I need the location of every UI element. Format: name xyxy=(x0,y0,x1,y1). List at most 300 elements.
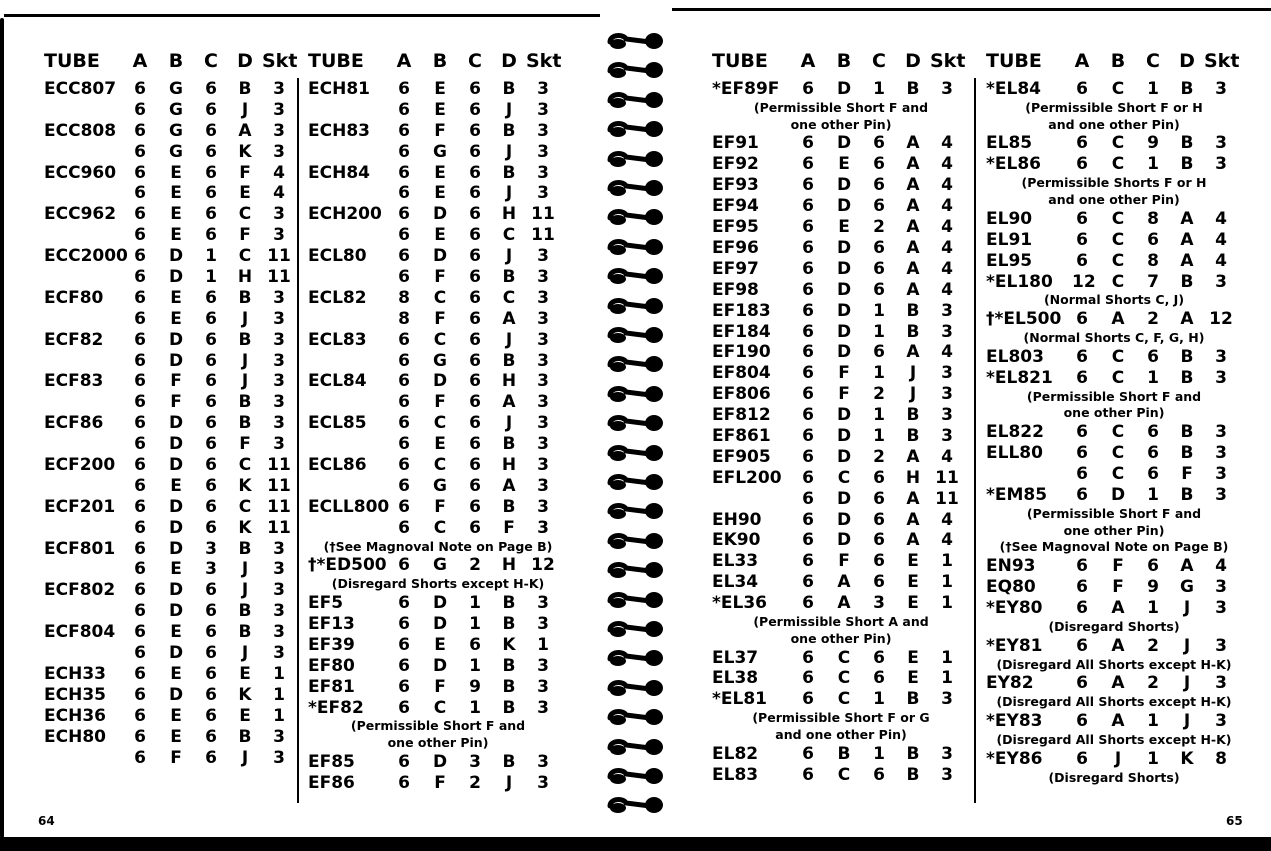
cell-skt: 3 xyxy=(273,392,285,413)
cell-b: D xyxy=(432,204,448,225)
note-line: (Normal Shorts C, J) xyxy=(1043,292,1185,308)
table-row xyxy=(712,342,970,363)
tube-name-cell: EL822 xyxy=(986,422,1044,443)
note-text xyxy=(986,389,1242,423)
tube-name-cell: ECL86 xyxy=(308,455,367,476)
cell-d: H xyxy=(501,204,517,225)
spiral-binding xyxy=(600,24,672,824)
cell-c: 1 xyxy=(469,613,481,634)
cell-c: 1 xyxy=(1147,748,1159,769)
cell-a: 6 xyxy=(802,593,814,614)
cell-d: B xyxy=(1180,443,1194,464)
cell-d: A xyxy=(906,237,920,258)
table-row xyxy=(986,598,1242,619)
cell-skt: 4 xyxy=(941,279,953,300)
note-line: and one other Pin) xyxy=(1048,116,1180,132)
tube-name-cell: ECH84 xyxy=(308,162,370,183)
cell-b: E xyxy=(838,154,850,175)
table-row xyxy=(308,142,568,163)
tube-name-cell: *EL86 xyxy=(986,154,1041,175)
cell-skt: 3 xyxy=(537,392,549,413)
cell-b: D xyxy=(168,496,184,517)
cell-a: 6 xyxy=(398,455,410,476)
cell-c: 1 xyxy=(1147,367,1159,388)
cell-b: B xyxy=(837,743,851,764)
table-row xyxy=(44,413,294,434)
cell-skt: 3 xyxy=(537,308,549,329)
cell-b: E xyxy=(170,622,182,643)
cell-c: 6 xyxy=(873,258,885,279)
cell-a: 6 xyxy=(1076,577,1088,598)
cell-d: J xyxy=(505,99,513,120)
table-row xyxy=(44,121,294,142)
cell-d: B xyxy=(906,405,920,426)
cell-skt: 3 xyxy=(1215,464,1227,485)
cell-d: H xyxy=(501,371,517,392)
cell-c: 3 xyxy=(205,538,217,559)
cell-skt: 11 xyxy=(267,267,291,288)
table-row xyxy=(712,468,970,489)
tube-name-cell: ECH81 xyxy=(308,79,370,99)
cell-b: C xyxy=(1111,250,1125,271)
table-row xyxy=(986,309,1242,330)
cell-skt: 4 xyxy=(941,342,953,363)
cell-d: B xyxy=(502,613,516,634)
header-skt: Skt xyxy=(930,50,966,72)
cell-d: F xyxy=(239,225,251,246)
table-row xyxy=(308,698,568,719)
cell-a: 6 xyxy=(398,141,410,162)
cell-a: 6 xyxy=(1076,422,1088,443)
cell-a: 6 xyxy=(398,634,410,655)
table-row xyxy=(44,539,294,560)
spiral-coil xyxy=(606,530,666,550)
cell-a: 6 xyxy=(802,279,814,300)
cell-c: 6 xyxy=(205,204,217,225)
cell-c: 2 xyxy=(1147,309,1159,330)
tube-name-cell: EF98 xyxy=(712,279,759,300)
cell-d: C xyxy=(238,496,252,517)
cell-b: D xyxy=(168,684,184,705)
note-line: (Normal Shorts C, F, G, H) xyxy=(1023,330,1205,346)
header-b: B xyxy=(836,50,852,72)
cell-b: G xyxy=(169,99,183,120)
tube-name-cell: *EF89F xyxy=(712,79,780,99)
cell-a: 6 xyxy=(134,141,146,162)
spiral-coil xyxy=(606,442,666,462)
cell-c: 1 xyxy=(873,300,885,321)
page-number-right: 65 xyxy=(1226,814,1243,828)
tube-name-cell: EF183 xyxy=(712,300,771,321)
tube-name-cell: EF13 xyxy=(308,613,355,634)
cell-b: D xyxy=(432,246,448,267)
cell-skt: 11 xyxy=(935,467,959,488)
spiral-coil xyxy=(606,236,666,256)
cell-a: 6 xyxy=(134,684,146,705)
cell-d: A xyxy=(1180,208,1194,229)
cell-a: 6 xyxy=(1076,484,1088,505)
table-row xyxy=(986,251,1242,272)
tube-name-cell: ECF802 xyxy=(44,580,116,601)
cell-a: 6 xyxy=(134,559,146,580)
cell-b: D xyxy=(432,371,448,392)
cell-skt: 3 xyxy=(1215,133,1227,154)
cell-skt: 3 xyxy=(273,580,285,601)
cell-a: 6 xyxy=(1076,309,1088,330)
cell-d: B xyxy=(502,162,516,183)
cell-a: 6 xyxy=(802,321,814,342)
cell-d: J xyxy=(241,747,249,768)
cell-d: E xyxy=(239,663,251,684)
cell-a: 6 xyxy=(398,120,410,141)
table-row xyxy=(44,309,294,330)
cell-d: A xyxy=(238,120,252,141)
cell-c: 9 xyxy=(1147,577,1159,598)
cell-c: 6 xyxy=(205,684,217,705)
table-header xyxy=(986,50,1242,76)
cell-d: C xyxy=(502,225,516,246)
cell-skt: 11 xyxy=(935,488,959,509)
table-body xyxy=(712,79,970,786)
tube-name-cell: EF86 xyxy=(308,772,355,793)
header-a: A xyxy=(800,50,816,72)
cell-b: C xyxy=(837,689,851,710)
table-row xyxy=(44,246,294,267)
tube-name-cell: EF5 xyxy=(308,593,344,614)
cell-skt: 3 xyxy=(537,434,549,455)
cell-c: 6 xyxy=(469,99,481,120)
table-row xyxy=(308,246,568,267)
cell-d: B xyxy=(238,413,252,434)
cell-b: D xyxy=(168,434,184,455)
table-row xyxy=(308,476,568,497)
cell-a: 6 xyxy=(134,622,146,643)
cell-a: 6 xyxy=(398,676,410,697)
tube-name-cell: EK90 xyxy=(712,530,761,551)
table-row xyxy=(308,392,568,413)
cell-d: F xyxy=(239,162,251,183)
cell-c: 6 xyxy=(469,120,481,141)
table-row xyxy=(308,518,568,539)
table-row xyxy=(308,413,568,434)
cell-c: 6 xyxy=(873,647,885,668)
cell-b: A xyxy=(1111,598,1125,619)
cell-d: J xyxy=(505,141,513,162)
table-row xyxy=(44,748,294,769)
cell-a: 6 xyxy=(134,517,146,538)
cell-c: 6 xyxy=(469,329,481,350)
cell-c: 6 xyxy=(205,455,217,476)
cell-a: 6 xyxy=(134,183,146,204)
spiral-coil xyxy=(606,353,666,373)
cell-a: 6 xyxy=(134,99,146,120)
cell-skt: 3 xyxy=(1215,673,1227,694)
cell-d: J xyxy=(909,384,917,405)
cell-c: 6 xyxy=(469,634,481,655)
tube-name-cell: *EY80 xyxy=(986,598,1043,619)
tube-name-cell: *EY86 xyxy=(986,748,1043,769)
cell-skt: 1 xyxy=(941,572,953,593)
cell-d: J xyxy=(505,329,513,350)
cell-d: B xyxy=(502,676,516,697)
cell-c: 6 xyxy=(873,342,885,363)
table-row xyxy=(986,711,1242,732)
cell-a: 6 xyxy=(398,79,410,99)
cell-a: 6 xyxy=(398,267,410,288)
cell-a: 6 xyxy=(802,446,814,467)
cell-skt: 4 xyxy=(941,530,953,551)
cell-c: 9 xyxy=(1147,133,1159,154)
cell-b: E xyxy=(434,79,446,99)
table-header xyxy=(308,50,568,76)
cell-skt: 11 xyxy=(531,204,555,225)
cell-b: F xyxy=(838,551,850,572)
table-row xyxy=(44,225,294,246)
cell-d: J xyxy=(505,183,513,204)
header-a: A xyxy=(396,50,412,72)
cell-skt: 3 xyxy=(273,559,285,580)
tube-name-cell: ECH33 xyxy=(44,663,106,684)
cell-d: B xyxy=(1180,346,1194,367)
table-row xyxy=(986,673,1242,694)
cell-skt: 3 xyxy=(941,384,953,405)
table-row xyxy=(712,259,970,280)
cell-b: D xyxy=(836,79,852,99)
table-row xyxy=(986,272,1242,293)
cell-skt: 3 xyxy=(537,162,549,183)
note-line: (Disregard Shorts) xyxy=(1048,618,1180,634)
cell-d: K xyxy=(1180,748,1194,769)
tube-name-cell: EF190 xyxy=(712,342,771,363)
tube-name-cell: ECL85 xyxy=(308,413,367,434)
cell-skt: 3 xyxy=(537,593,549,614)
tube-name-cell: *EL81 xyxy=(712,689,767,710)
note-text xyxy=(986,770,1242,787)
header-tube: TUBE xyxy=(308,50,364,72)
table-row xyxy=(44,142,294,163)
tube-name-cell: EL83 xyxy=(712,764,759,785)
cell-b: D xyxy=(836,237,852,258)
spiral-coil xyxy=(606,677,666,697)
cell-skt: 3 xyxy=(941,405,953,426)
cell-d: A xyxy=(906,258,920,279)
cell-b: C xyxy=(1111,229,1125,250)
cell-d: A xyxy=(906,175,920,196)
cell-d: B xyxy=(1180,154,1194,175)
table-row xyxy=(308,163,568,184)
cell-b: D xyxy=(836,133,852,154)
cell-skt: 4 xyxy=(1215,556,1227,577)
table-row xyxy=(44,727,294,748)
cell-a: 6 xyxy=(802,79,814,99)
spiral-coil xyxy=(606,295,666,315)
cell-c: 1 xyxy=(873,405,885,426)
cell-d: K xyxy=(238,475,252,496)
cell-c: 1 xyxy=(205,246,217,267)
cell-c: 8 xyxy=(1147,250,1159,271)
table-row xyxy=(44,622,294,643)
tube-name-cell: EF861 xyxy=(712,425,771,446)
table-header xyxy=(44,50,298,76)
table-row xyxy=(308,614,568,635)
cell-skt: 3 xyxy=(1215,635,1227,656)
spiral-coil xyxy=(606,206,666,226)
note-text xyxy=(712,710,970,744)
cell-d: A xyxy=(502,475,516,496)
cell-skt: 3 xyxy=(537,246,549,267)
cell-b: E xyxy=(170,559,182,580)
cell-b: E xyxy=(170,663,182,684)
table-row xyxy=(44,559,294,580)
cell-c: 6 xyxy=(469,287,481,308)
cell-c: 1 xyxy=(873,689,885,710)
cell-d: A xyxy=(906,217,920,238)
table-row xyxy=(308,635,568,656)
tube-name-cell: EL85 xyxy=(986,133,1033,154)
cell-skt: 3 xyxy=(273,726,285,747)
table-row xyxy=(986,79,1242,100)
table-row xyxy=(986,347,1242,368)
cell-skt: 3 xyxy=(537,475,549,496)
cell-skt: 3 xyxy=(537,496,549,517)
cell-a: 6 xyxy=(398,772,410,793)
cell-c: 1 xyxy=(469,697,481,718)
cell-c: 1 xyxy=(873,425,885,446)
tube-name-cell: ECF200 xyxy=(44,455,116,476)
tube-name-cell: ECH36 xyxy=(44,705,106,726)
table-row xyxy=(308,204,568,225)
header-c: C xyxy=(204,50,218,72)
cell-a: 6 xyxy=(398,204,410,225)
cell-d: B xyxy=(906,79,920,99)
spiral-coil xyxy=(606,89,666,109)
cell-a: 6 xyxy=(802,133,814,154)
cell-b: C xyxy=(1111,133,1125,154)
right-page xyxy=(690,0,1271,851)
tube-name-cell: EF97 xyxy=(712,258,759,279)
cell-a: 6 xyxy=(134,580,146,601)
cell-c: 6 xyxy=(205,120,217,141)
cell-skt: 3 xyxy=(537,752,549,773)
tube-name-cell: EL33 xyxy=(712,551,759,572)
cell-a: 6 xyxy=(802,425,814,446)
tube-name-cell: EF80 xyxy=(308,655,355,676)
table-row xyxy=(986,368,1242,389)
cell-c: 3 xyxy=(205,559,217,580)
cell-c: 6 xyxy=(469,141,481,162)
cell-d: H xyxy=(237,267,253,288)
table-row xyxy=(712,426,970,447)
cell-d: C xyxy=(238,455,252,476)
cell-b: F xyxy=(434,392,446,413)
cell-skt: 11 xyxy=(267,496,291,517)
spiral-coil xyxy=(606,30,666,50)
cell-c: 6 xyxy=(873,237,885,258)
cell-d: J xyxy=(1183,635,1191,656)
cell-skt: 3 xyxy=(1215,484,1227,505)
cell-b: F xyxy=(434,120,446,141)
cell-b: F xyxy=(170,371,182,392)
cell-skt: 4 xyxy=(941,175,953,196)
cell-b: D xyxy=(836,321,852,342)
cell-c: 6 xyxy=(873,488,885,509)
table-row xyxy=(44,601,294,622)
cell-a: 6 xyxy=(802,217,814,238)
cell-a: 6 xyxy=(1076,367,1088,388)
cell-a: 6 xyxy=(134,350,146,371)
cell-c: 6 xyxy=(469,392,481,413)
spiral-coil xyxy=(606,265,666,285)
header-tube: TUBE xyxy=(986,50,1042,72)
tube-name-cell: *EM85 xyxy=(986,484,1048,505)
table-row xyxy=(712,154,970,175)
cell-a: 6 xyxy=(802,300,814,321)
cell-c: 1 xyxy=(873,79,885,99)
tube-name-cell: ECH35 xyxy=(44,684,106,705)
cell-d: B xyxy=(238,287,252,308)
table-row xyxy=(712,551,970,572)
cell-c: 2 xyxy=(873,446,885,467)
cell-c: 2 xyxy=(1147,673,1159,694)
cell-skt: 3 xyxy=(537,99,549,120)
tube-name-cell: EN93 xyxy=(986,556,1036,577)
table-body xyxy=(986,79,1242,786)
cell-a: 6 xyxy=(1076,443,1088,464)
cell-a: 6 xyxy=(398,329,410,350)
note-line: (Permissible Short F and xyxy=(1026,505,1202,521)
cell-c: 6 xyxy=(205,747,217,768)
cell-b: D xyxy=(168,538,184,559)
tube-name-cell: ECLL800 xyxy=(308,496,390,517)
cell-d: F xyxy=(239,434,251,455)
cell-d: A xyxy=(906,509,920,530)
note-line: one other Pin) xyxy=(790,630,892,646)
cell-a: 6 xyxy=(134,538,146,559)
cell-c: 6 xyxy=(205,392,217,413)
header-d: D xyxy=(1179,50,1195,72)
cell-a: 6 xyxy=(398,752,410,773)
cell-d: B xyxy=(238,601,252,622)
table-row xyxy=(308,371,568,392)
cell-c: 6 xyxy=(873,175,885,196)
cell-d: H xyxy=(905,467,921,488)
spiral-coil xyxy=(606,324,666,344)
cell-b: D xyxy=(836,446,852,467)
tube-name-cell: EF804 xyxy=(712,363,771,384)
table-row xyxy=(712,79,970,100)
cell-c: 6 xyxy=(469,79,481,99)
cell-c: 6 xyxy=(205,643,217,664)
cell-b: E xyxy=(170,204,182,225)
note-line: one other Pin) xyxy=(790,116,892,132)
cell-c: 6 xyxy=(205,225,217,246)
cell-b: C xyxy=(433,517,447,538)
cell-skt: 1 xyxy=(273,663,285,684)
cell-b: F xyxy=(434,676,446,697)
cell-c: 6 xyxy=(205,475,217,496)
table-header xyxy=(712,50,970,76)
cell-a: 6 xyxy=(802,689,814,710)
table-row xyxy=(44,434,294,455)
cell-d: B xyxy=(1180,484,1194,505)
table-row xyxy=(44,204,294,225)
cell-c: 6 xyxy=(873,509,885,530)
cell-b: E xyxy=(170,705,182,726)
cell-d: E xyxy=(907,647,919,668)
spiral-coil xyxy=(606,647,666,667)
cell-b: D xyxy=(432,752,448,773)
spiral-coil xyxy=(606,706,666,726)
